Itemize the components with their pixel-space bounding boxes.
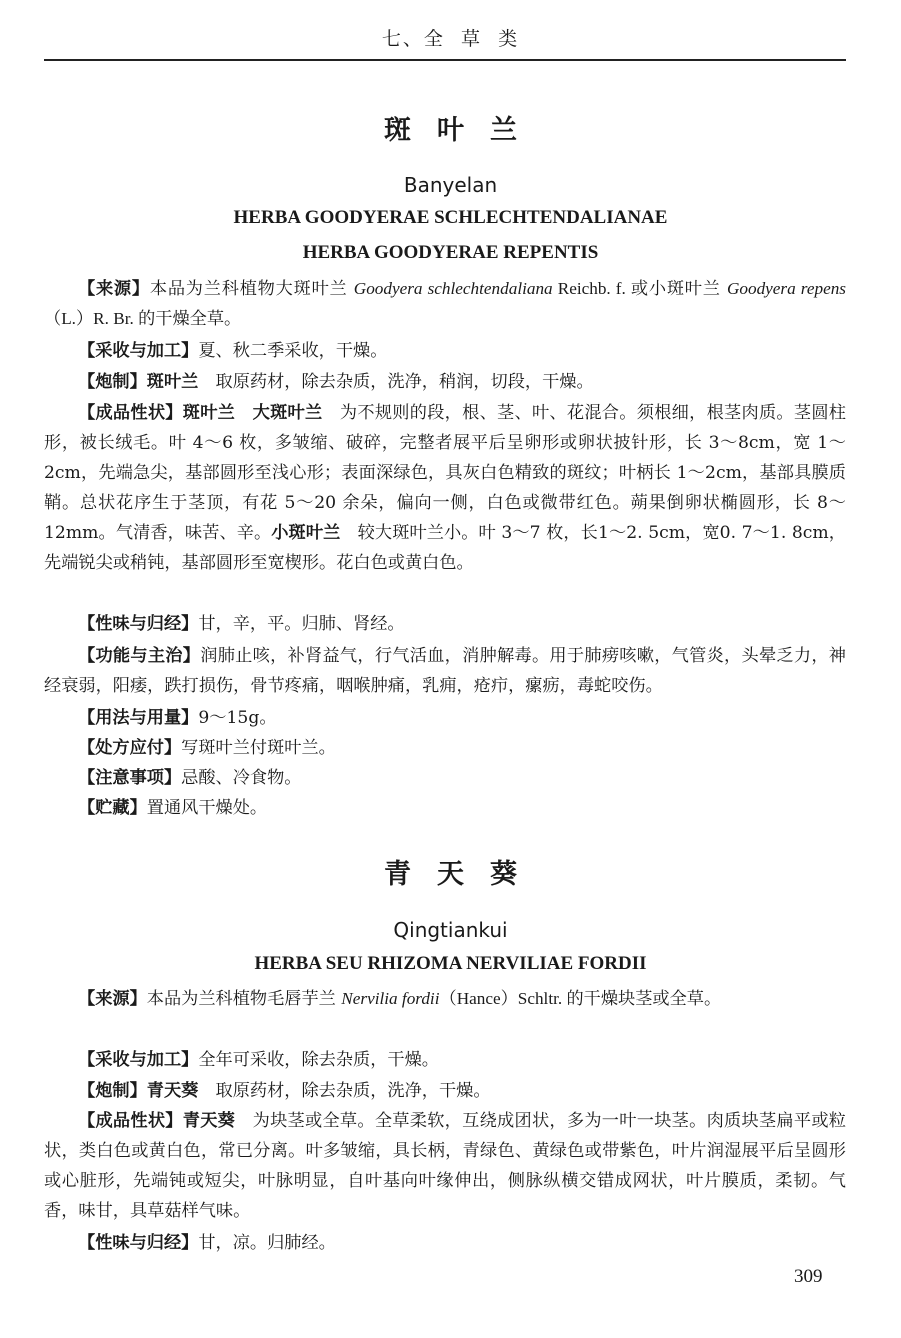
text: 写斑叶兰付斑叶兰。 (181, 738, 336, 758)
section-label: 【功能与主治】 (78, 646, 201, 666)
species-name: Goodyera repens (726, 279, 846, 298)
section-label: 【炮制】 (78, 1081, 147, 1101)
species-name: Goodyera schlechtendaliana (353, 279, 553, 298)
section-label: 【来源】 (78, 989, 147, 1009)
section-label: 【成品性状】 (78, 403, 183, 423)
herb-name: 青天葵 (146, 1081, 199, 1101)
section-label: 【用法与用量】 (78, 708, 199, 728)
text: 夏、秋二季采收，干燥。 (198, 341, 388, 361)
entry1-nature (44, 609, 846, 639)
herb-name: 斑叶兰 大斑叶兰 (182, 403, 323, 423)
entry1-dosage (44, 703, 846, 733)
page-number: 309 (794, 1266, 823, 1287)
herb-name: 青天葵 (182, 1111, 236, 1131)
entry1-storage (44, 793, 846, 823)
entry1-latin-name-1: HERBA GOODYERAE SCHLECHTENDALIANAE (233, 207, 668, 228)
entry1-processing (44, 367, 846, 397)
text: 忌酸、冷食物。 (181, 768, 302, 788)
entry1-harvest (44, 336, 846, 366)
text: 或小斑叶兰 (630, 279, 727, 299)
text: 较大斑叶兰小。叶 3～7 枚，长1～2. 5cm，宽0. 7～1. 8cm，先端锐尖或稍钝，基部圆形至宽楔形。花白色或黄白色。 (44, 523, 846, 573)
text: 为不规则的段，根、茎、叶、花混合。须根细，根茎肉质。茎圆柱形，被长绒毛。叶 4～6 枚，多皱缩、破碎，完整者展平后呈卵形或卵状披针形，长 3～8cm，宽 1～2cm，先端急尖，基部圆形至浅心形；表面深绿色，具灰白色精致的斑纹；叶柄长 1～2cm，基部具膜质鞘。总状花序生于茎顶，有花 5～20 余朵，偏向一侧，白色或微带红色。蒴果倒卵状椭圆形，长 8～12mm。气清香，味苦、辛。 (44, 403, 846, 543)
entry1-function (44, 641, 846, 701)
text: 取原药材，除去杂质，洗净，干燥。 (198, 1081, 491, 1101)
text: 全年可采收，除去杂质，干燥。 (198, 1050, 439, 1070)
text: 取原药材，除去杂质，洗净，稍润，切段，干燥。 (198, 372, 594, 392)
entry2-title: 青天葵 (384, 859, 543, 890)
entry1-character (44, 398, 846, 578)
entry1-source (44, 274, 846, 334)
entry1-title: 斑叶兰 (384, 115, 543, 146)
text: 为块茎或全草。全草柔软，互绕成团状，多为一叶一块茎。肉质块茎扁平或粒状，类白色或黄白色，常已分离。叶多皱缩，具长柄，青绿色、黄绿色或带紫色，叶片润湿展平后呈圆形或心脏形，先端钝或短尖，叶脉明显，自叶基向叶缘伸出，侧脉纵横交错成网状，叶片膜质，柔韧。气香，味甘，具草菇样气味。 (44, 1111, 846, 1221)
entry1-prescription (44, 733, 846, 763)
herb-name: 小斑叶兰 (271, 523, 341, 543)
text: 9～15g。 (198, 708, 277, 728)
text: 置通风干燥处。 (146, 798, 268, 818)
section-label: 【处方应付】 (78, 738, 182, 758)
section-label: 【成品性状】 (78, 1111, 183, 1131)
text: 甘，凉。归肺经。 (198, 1233, 336, 1253)
species-author: （Hance）Schltr. (439, 989, 567, 1008)
species-author: （L.）R. Br. (44, 309, 139, 328)
header-rule (44, 59, 846, 61)
species-author: Reichb. f. (552, 279, 631, 298)
text: 润肺止咳，补肾益气，行气活血，消肿解毒。用于肺痨咳嗽，气管炎，头晕乏力，神经衰弱，阳痿，跌打损伤，骨节疼痛，咽喉肿痛，乳痈，疮疖，瘰疬，毒蛇咬伤。 (44, 646, 846, 696)
text: 的干燥块茎或全草。 (566, 989, 722, 1009)
entry2-character (44, 1106, 846, 1226)
text: 甘，辛，平。归肺、肾经。 (198, 614, 405, 634)
herb-name: 斑叶兰 (146, 372, 199, 392)
entry1-latin-name-2: HERBA GOODYERAE REPENTIS (302, 242, 599, 263)
section-label: 【性味与归经】 (78, 614, 199, 634)
entry2-latin-name: HERBA SEU RHIZOMA NERVILIAE FORDII (254, 953, 647, 974)
entry2-source (44, 984, 846, 1014)
section-label: 【性味与归经】 (78, 1233, 199, 1253)
entry2-nature (44, 1228, 846, 1258)
text: 本品为兰科植物大斑叶兰 (149, 279, 354, 299)
section-label: 【贮藏】 (78, 798, 147, 818)
section-label: 【采收与加工】 (78, 1050, 199, 1070)
entry1-caution (44, 763, 846, 793)
text: 的干燥全草。 (138, 309, 242, 329)
entry1-pinyin: Banyelan (403, 173, 498, 197)
section-label: 【采收与加工】 (78, 341, 199, 361)
species-name: Nervilia fordii (341, 989, 440, 1008)
section-label: 【注意事项】 (78, 768, 182, 788)
entry2-harvest (44, 1045, 846, 1075)
entry2-processing (44, 1076, 846, 1106)
section-label: 【炮制】 (78, 372, 147, 392)
section-label: 【来源】 (78, 279, 150, 299)
entry2-pinyin: Qingtiankui (393, 918, 508, 942)
text: 本品为兰科植物毛唇芋兰 (146, 989, 342, 1009)
running-title: 七、全 草 类 (381, 28, 520, 50)
